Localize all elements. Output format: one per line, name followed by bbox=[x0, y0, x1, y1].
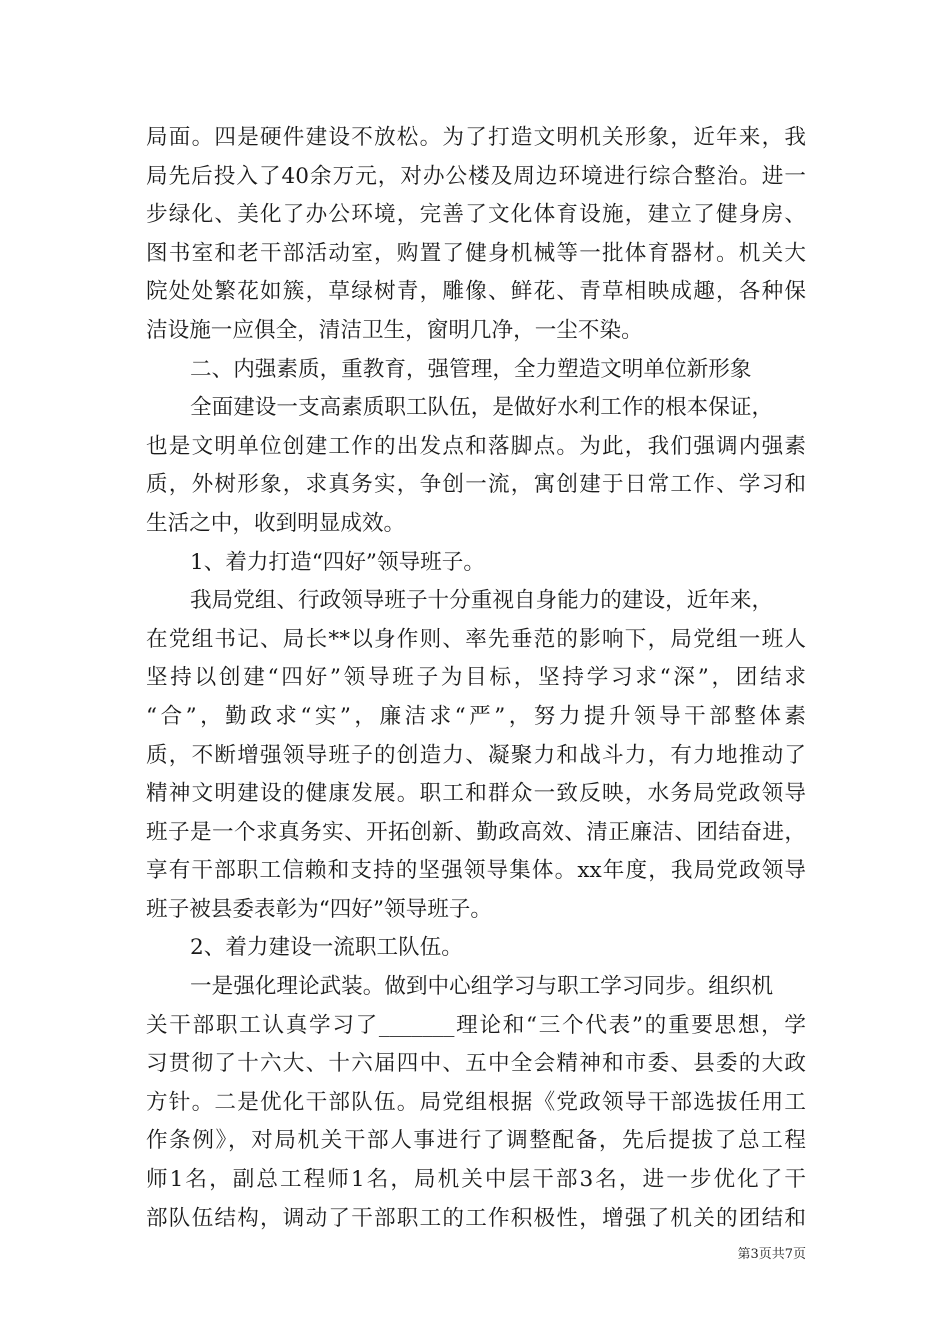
text-line: 一是强化理论武装。做到中心组学习与职工学习同步。组织机 bbox=[190, 974, 774, 1000]
text-line: 全面建设一支高素质职工队伍，是做好水利工作的根本保证， bbox=[190, 395, 774, 421]
text-line: 局先后投入了40余万元，对办公楼及周边环境进行综合整治。进一 bbox=[146, 163, 806, 189]
text-line: 师1名，副总工程师1名，局机关中层干部3名，进一步优化了干 bbox=[146, 1167, 806, 1193]
text-line: “合”，勤政求“实”，廉洁求“严”，努力提升领导干部整体素 bbox=[146, 703, 806, 729]
text-line: 我局党组、行政领导班子十分重视自身能力的建设，近年来， bbox=[190, 588, 774, 614]
subsection-heading: 2、着力建设一流职工队伍。 bbox=[190, 935, 463, 961]
text-line: 图书室和老干部活动室，购置了健身机械等一批体育器材。机关大 bbox=[146, 240, 806, 266]
text-line: 作条例》，对局机关干部人事进行了调整配备，先后提拔了总工程 bbox=[146, 1128, 806, 1154]
text-line: 习贯彻了十六大、十六届四中、五中全会精神和市委、县委的大政 bbox=[146, 1051, 806, 1077]
text-line: 洁设施一应俱全，清洁卫生，窗明几净，一尘不染。 bbox=[146, 317, 643, 343]
text-line: 质，外树形象，求真务实，争创一流，寓创建于日常工作、学习和 bbox=[146, 472, 806, 498]
text-line: 质，不断增强领导班子的创造力、凝聚力和战斗力，有力地推动了 bbox=[146, 742, 806, 768]
text-line: 局面。四是硬件建设不放松。为了打造文明机关形象，近年来，我 bbox=[146, 125, 806, 150]
text-line: 班子被县委表彰为“四好”领导班子。 bbox=[146, 896, 492, 922]
text-line: 班子是一个求真务实、开拓创新、勤政高效、清正廉洁、团结奋进， bbox=[146, 819, 806, 845]
text-line: 坚持以创建“四好”领导班子为目标，坚持学习求“深”，团结求 bbox=[146, 665, 806, 691]
document-body bbox=[146, 119, 806, 1238]
text-line: 在党组书记、局长**以身作则、率先垂范的影响下，局党组一班人 bbox=[146, 626, 806, 652]
text-line: 关干部职工认真学习了_______理论和“三个代表”的重要思想，学 bbox=[146, 1012, 806, 1038]
text-line: 部队伍结构，调动了干部职工的工作积极性，增强了机关的团结和 bbox=[146, 1205, 806, 1231]
subsection-heading: 1、着力打造“四好”领导班子。 bbox=[190, 549, 485, 575]
page-number: 第3页共7页 bbox=[737, 1247, 806, 1262]
text-line: 精神文明建设的健康发展。职工和群众一致反映，水务局党政领导 bbox=[146, 781, 806, 807]
text-line: 院处处繁花如簇，草绿树青，雕像、鲜花、青草相映成趣，各种保 bbox=[146, 279, 806, 305]
text-line: 生活之中，收到明显成效。 bbox=[146, 510, 406, 536]
text-line: 方针。二是优化干部队伍。局党组根据《党政领导干部选拔任用工 bbox=[146, 1089, 806, 1115]
section-heading: 二、内强素质，重教育，强管理，全力塑造文明单位新形象 bbox=[190, 356, 752, 382]
text-line: 也是文明单位创建工作的出发点和落脚点。为此，我们强调内强素 bbox=[146, 433, 806, 459]
text-line: 享有干部职工信赖和支持的坚强领导集体。xx年度，我局党政领导 bbox=[146, 858, 806, 884]
text-line: 步绿化、美化了办公环境，完善了文化体育设施，建立了健身房、 bbox=[146, 202, 806, 228]
